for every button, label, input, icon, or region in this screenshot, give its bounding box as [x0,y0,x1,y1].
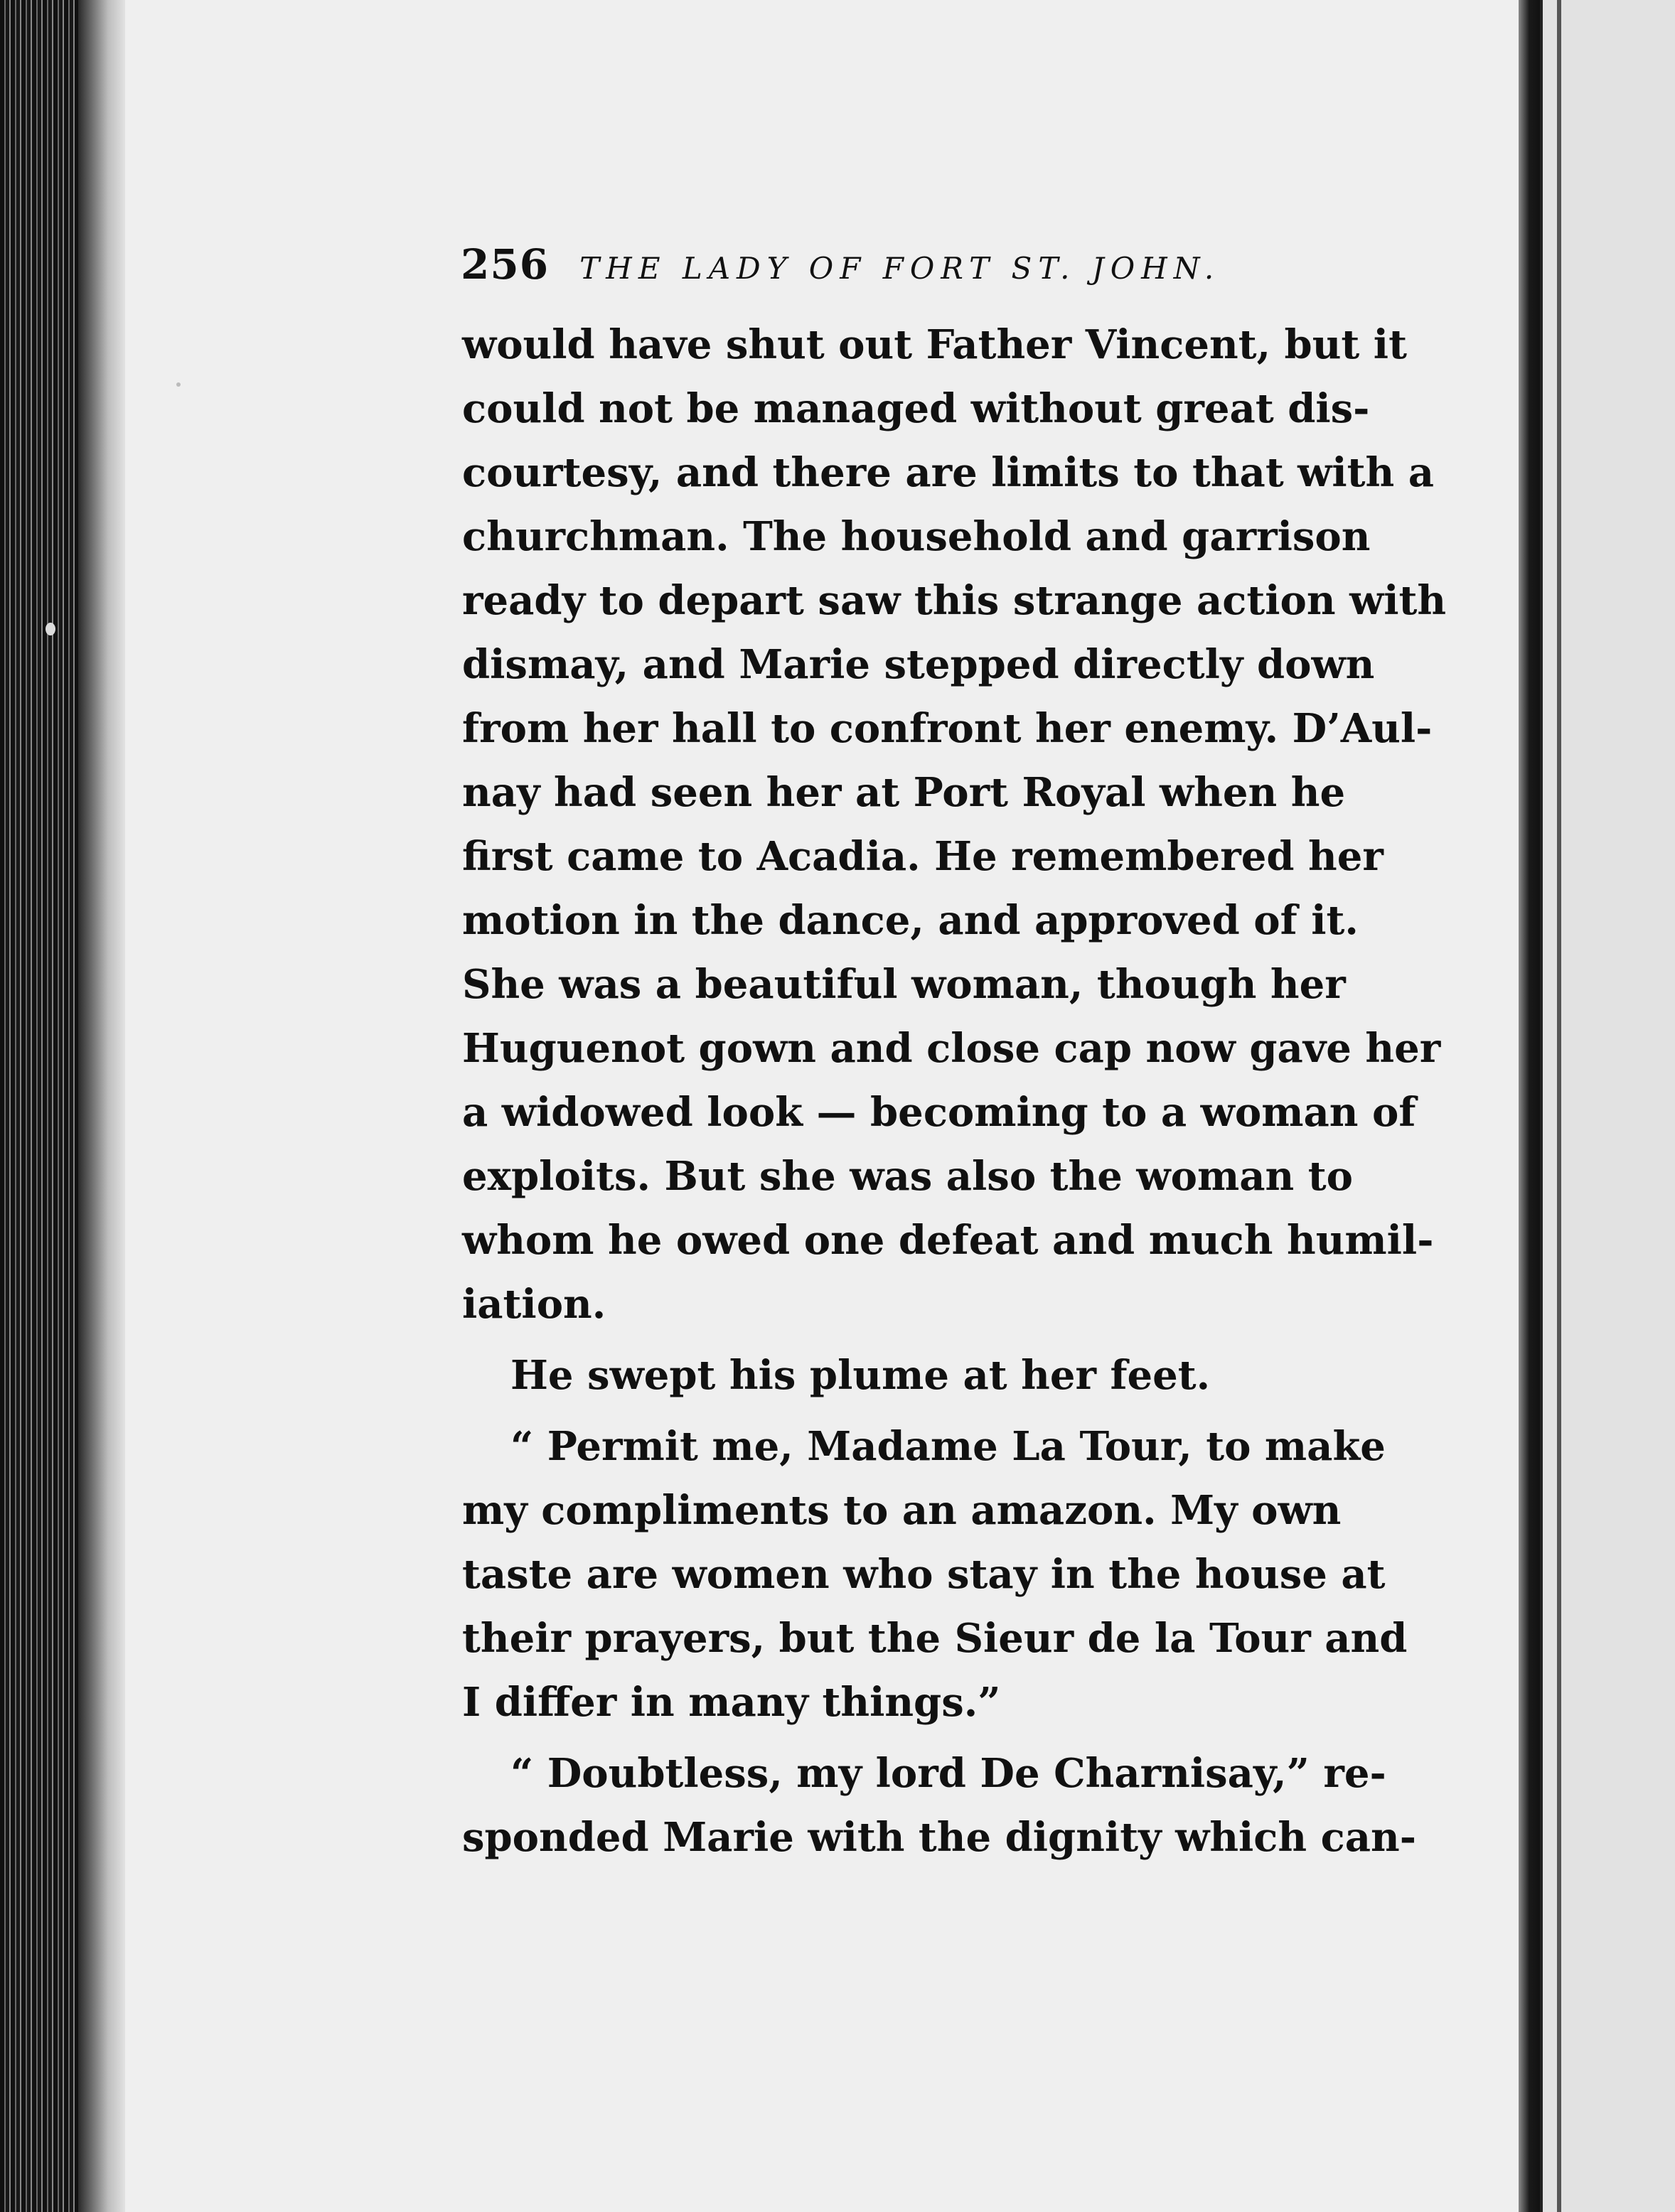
text-line: would have shut out Father Vincent, but it [462,321,1407,368]
text-line: She was a beautiful woman, though her [462,961,1346,1008]
text-line: I differ in many things.” [462,1679,1001,1726]
body-text [462,313,1447,1869]
text-line: He swept his plume at her feet. [510,1352,1211,1399]
text-line: sponded Marie with the dignity which can- [462,1814,1416,1861]
running-head [461,240,1328,297]
print-speck [46,623,55,635]
text-line: from her hall to confront her enemy. D’Aul- [462,705,1433,752]
print-speck [176,382,181,387]
running-title: THE LADY OF FORT ST. JOHN. [579,251,1221,286]
text-line: exploits. But she was also the woman to [462,1153,1353,1200]
text-line: “ Permit me, Madame La Tour, to make [510,1423,1386,1470]
text-line: courtesy, and there are limits to that with a [462,449,1435,496]
text-line: whom he owed one defeat and much humil- [462,1217,1434,1264]
text-line: ready to depart saw this strange action with [462,577,1447,624]
text-line: motion in the dance, and approved of it. [462,897,1359,944]
text-line: dismay, and Marie stepped directly down [462,641,1375,688]
text-line: my compliments to an amazon. My own [462,1487,1342,1534]
page-number: 256 [461,240,550,289]
text-line: first came to Acadia. He remembered her [462,833,1384,880]
text-line: Huguenot gown and close cap now gave her [462,1025,1441,1072]
text-line: “ Doubtless, my lord De Charnisay,” re- [510,1750,1386,1797]
text-line: nay had seen her at Port Royal when he [462,769,1346,816]
text-line: a widowed look — becoming to a woman of [462,1089,1416,1136]
text-line: their prayers, but the Sieur de la Tour and [462,1615,1408,1662]
text-line: taste are women who stay in the house at [462,1551,1386,1598]
text-line: iation. [462,1281,606,1328]
book-spine-shadow [1519,0,1540,2212]
text-line: churchman. The household and garrison [462,513,1371,560]
facing-page-edge [1540,0,1675,2212]
text-line: could not be managed without great dis- [462,385,1370,432]
book-gutter [78,0,128,2212]
